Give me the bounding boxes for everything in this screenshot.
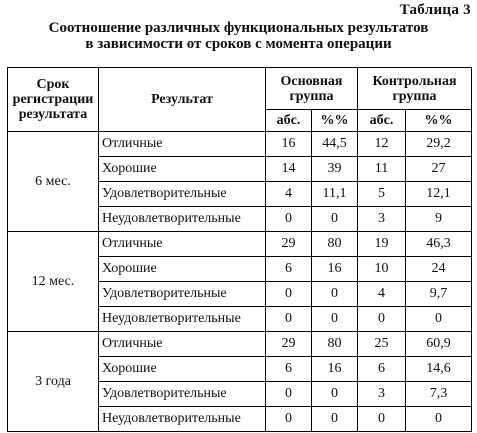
main-pct-cell: 80 <box>312 232 358 257</box>
control-abs-cell: 11 <box>358 157 406 182</box>
main-pct-cell: 0 <box>312 382 358 407</box>
main-pct-cell: 39 <box>312 157 358 182</box>
control-abs-cell: 3 <box>358 382 406 407</box>
main-pct-cell: 0 <box>312 307 358 332</box>
header-control-group: Контрольная группа <box>358 68 472 110</box>
table-row <box>8 332 472 357</box>
main-abs-cell: 0 <box>266 282 312 307</box>
result-cell: Хорошие <box>99 357 266 382</box>
control-abs-cell: 4 <box>358 282 406 307</box>
result-cell: Отличные <box>99 232 266 257</box>
result-cell: Хорошие <box>99 157 266 182</box>
main-pct-cell: 16 <box>312 257 358 282</box>
control-pct-cell: 24 <box>406 257 472 282</box>
header-main-group: Основная группа <box>266 68 358 110</box>
main-abs-cell: 0 <box>266 307 312 332</box>
period-cell: 3 года <box>8 332 99 432</box>
control-abs-cell: 3 <box>358 207 406 232</box>
caption-line-1: Соотношение различных функциональных результатов <box>48 20 429 36</box>
main-abs-cell: 0 <box>266 207 312 232</box>
control-pct-cell: 27 <box>406 157 472 182</box>
control-pct-cell: 7,3 <box>406 382 472 407</box>
control-pct-cell: 12,1 <box>406 182 472 207</box>
control-abs-cell: 5 <box>358 182 406 207</box>
table-row <box>8 132 472 157</box>
header-control-abs: абс. <box>358 110 406 132</box>
header-main-pct: %% <box>312 110 358 132</box>
main-abs-cell: 0 <box>266 407 312 432</box>
header-control-pct: %% <box>406 110 472 132</box>
table-row <box>8 232 472 257</box>
results-table <box>7 67 472 432</box>
main-pct-cell: 0 <box>312 407 358 432</box>
main-pct-cell: 44,5 <box>312 132 358 157</box>
main-abs-cell: 0 <box>266 382 312 407</box>
main-abs-cell: 29 <box>266 332 312 357</box>
control-abs-cell: 0 <box>358 307 406 332</box>
main-abs-cell: 4 <box>266 182 312 207</box>
main-pct-cell: 0 <box>312 207 358 232</box>
control-pct-cell: 29,2 <box>406 132 472 157</box>
result-cell: Удовлетворительные <box>99 182 266 207</box>
period-cell: 6 мес. <box>8 132 99 232</box>
result-cell: Неудовлетворительные <box>99 207 266 232</box>
main-abs-cell: 29 <box>266 232 312 257</box>
control-pct-cell: 9,7 <box>406 282 472 307</box>
result-cell: Хорошие <box>99 257 266 282</box>
result-cell: Отличные <box>99 332 266 357</box>
header-period: Срок регистрации результата <box>8 68 99 132</box>
table-number-label: Таблица 3 <box>399 2 471 18</box>
header-main-abs: абс. <box>266 110 312 132</box>
header-row-1 <box>8 68 472 110</box>
control-abs-cell: 0 <box>358 407 406 432</box>
control-abs-cell: 6 <box>358 357 406 382</box>
main-pct-cell: 16 <box>312 357 358 382</box>
main-abs-cell: 6 <box>266 257 312 282</box>
main-pct-cell: 0 <box>312 282 358 307</box>
table-body <box>8 132 472 432</box>
main-abs-cell: 6 <box>266 357 312 382</box>
control-pct-cell: 0 <box>406 307 472 332</box>
result-cell: Неудовлетворительные <box>99 307 266 332</box>
control-pct-cell: 46,3 <box>406 232 472 257</box>
header-result: Результат <box>99 68 266 132</box>
control-pct-cell: 14,6 <box>406 357 472 382</box>
control-pct-cell: 60,9 <box>406 332 472 357</box>
main-pct-cell: 80 <box>312 332 358 357</box>
main-abs-cell: 16 <box>266 132 312 157</box>
control-abs-cell: 19 <box>358 232 406 257</box>
result-cell: Удовлетворительные <box>99 382 266 407</box>
control-pct-cell: 9 <box>406 207 472 232</box>
period-cell: 12 мес. <box>8 232 99 332</box>
caption-line-2: в зависимости от сроков с момента операции <box>85 36 392 52</box>
main-pct-cell: 11,1 <box>312 182 358 207</box>
control-pct-cell: 0 <box>406 407 472 432</box>
control-abs-cell: 12 <box>358 132 406 157</box>
control-abs-cell: 25 <box>358 332 406 357</box>
main-abs-cell: 14 <box>266 157 312 182</box>
result-cell: Отличные <box>99 132 266 157</box>
control-abs-cell: 10 <box>358 257 406 282</box>
result-cell: Неудовлетворительные <box>99 407 266 432</box>
table-caption <box>0 20 477 52</box>
result-cell: Удовлетворительные <box>99 282 266 307</box>
